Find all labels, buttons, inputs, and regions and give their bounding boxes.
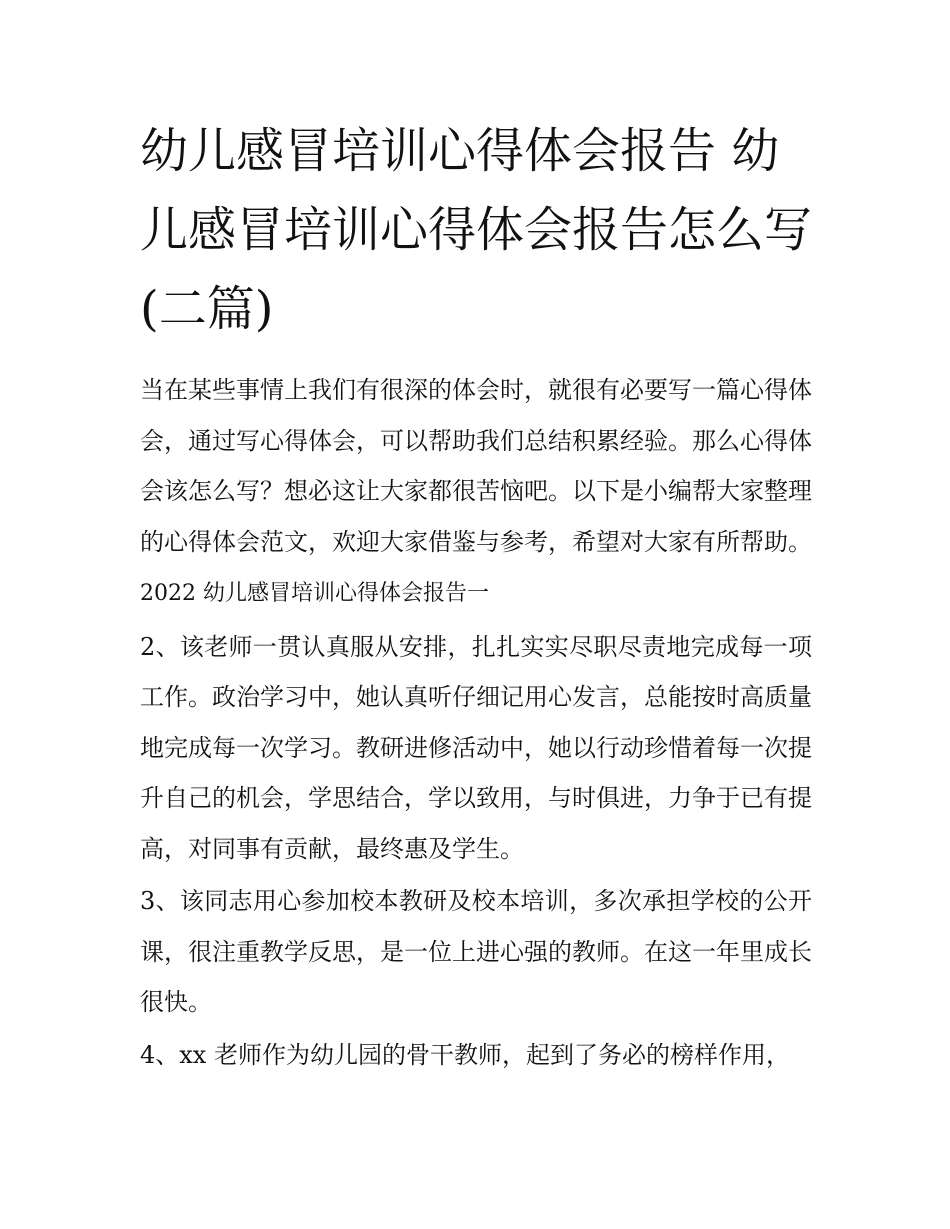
document-page [140,112,812,1082]
paragraph-item-4: 4、xx 老师作为幼儿园的骨干教师，起到了务必的榜样作用， [140,1040,790,1069]
document-title: 幼儿感冒培训心得体会报告 幼儿感冒培训心得体会报告怎么写(二篇) [140,123,813,337]
document-body [140,365,812,1080]
paragraph-item-3: 3、该同志用心参加校本教研及校本培训，多次承担学校的公开课，很注重教学反思，是一位上进心强的教师。在这一年里成长很快。 [140,887,812,1016]
intro-paragraph: 当在某些事情上我们有很深的体会时，就很有必要写一篇心得体会，通过写心得体会，可以帮助我们总结积累经验。那么心得体会该怎么写？想必这让大家都很苦恼吧。以下是小编帮大家整理的心得体会范文，欢迎大家借鉴与参考，希望对大家有所帮助。 [140,376,812,556]
paragraph-item-2: 2、该老师一贯认真服从安排，扎扎实实尽职尽责地完成每一项工作。政治学习中，她认真听仔细记用心发言，总能按时高质量地完成每一次学习。教研进修活动中，她以行动珍惜着每一次提升自己的机会，学思结合，学以致用，与时俱进，力争于已有提高，对同事有贡献，最终惠及学生。 [140,632,812,863]
section-heading: 2022 幼儿感冒培训心得体会报告一 [140,581,489,606]
